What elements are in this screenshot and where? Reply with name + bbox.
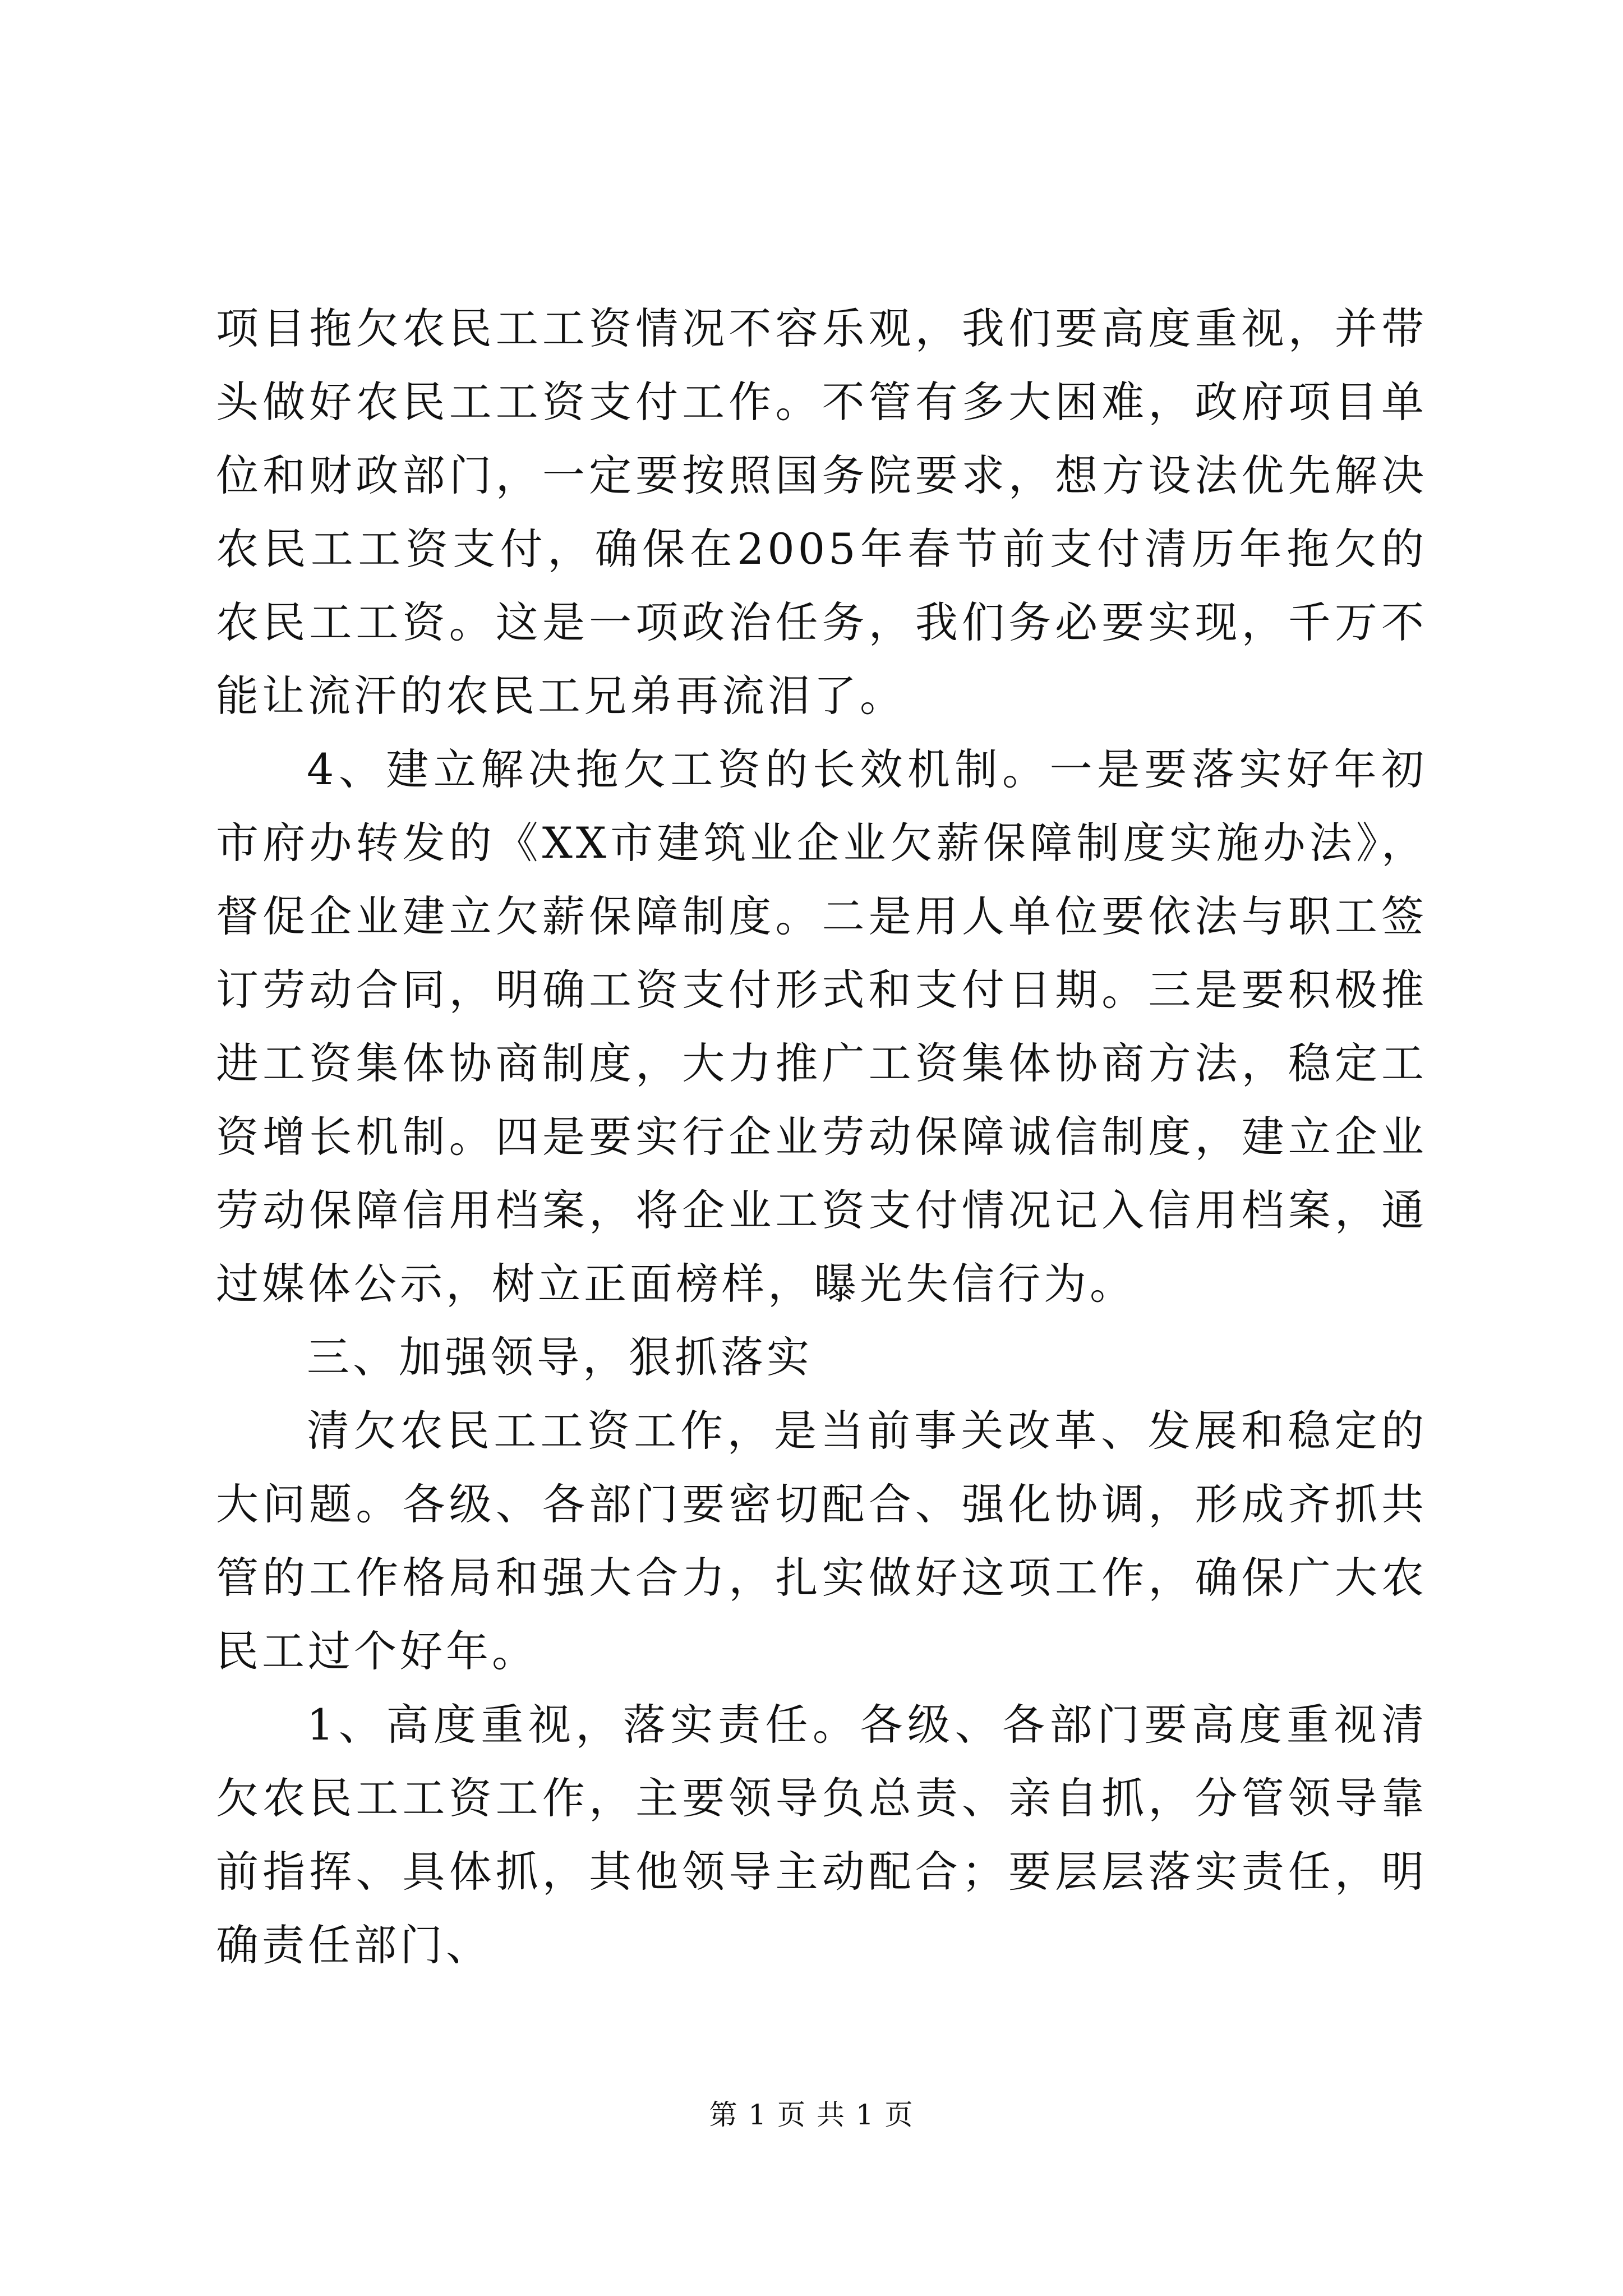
paragraph-clearing-wages-overview: 清欠农民工工资工作，是当前事关改革、发展和稳定的大问题。各级、各部门要密切配合、强化协调，形成齐抓共管的工作格局和强大合力，扎实做好这项工作，确保广大农民工过个好年。 — [216, 1406, 1427, 1676]
page-footer: 第 1 页 共 1 页 — [709, 2099, 914, 2131]
paragraph-wage-arrears-government-projects: 项目拖欠农民工工资情况不容乐观，我们要高度重视，并带头做好农民工工资支付工作。不管有多大困难，政府项目单位和财政部门，一定要按照国务院要求，想方设法优先解决农民工工资支付，确保在2005年春节前支付清历年拖欠的农民工工资。这是一项政治任务，我们务必要实现，千万不能让流汗的农民工兄弟再流泪了。 — [216, 303, 1427, 721]
paragraph-responsibility: 1、高度重视，落实责任。各级、各部门要高度重视清欠农民工工资工作，主要领导负总责、亲自抓，分管领导靠前指挥、具体抓，其他领导主动配合；要层层落实责任，明确责任部门、 — [216, 1700, 1427, 1970]
paragraph-long-term-mechanism: 4、建立解决拖欠工资的长效机制。一是要落实好年初市府办转发的《XX市建筑业企业欠薪保障制度实施办法》，督促企业建立欠薪保障制度。二是用人单位要依法与职工签订劳动合同，明确工资支付形式和支付日期。三是要积极推进工资集体协商制度，大力推广工资集体协商方法，稳定工资增长机制。四是要实行企业劳动保障诚信制度，建立企业劳动保障信用档案，将企业工资支付情况记入信用档案，通过媒体公示，树立正面榜样，曝光失信行为。 — [216, 744, 1427, 1309]
document-body — [216, 292, 1427, 1982]
section-heading-leadership: 三、加强领导，狠抓落实 — [307, 1332, 813, 1382]
